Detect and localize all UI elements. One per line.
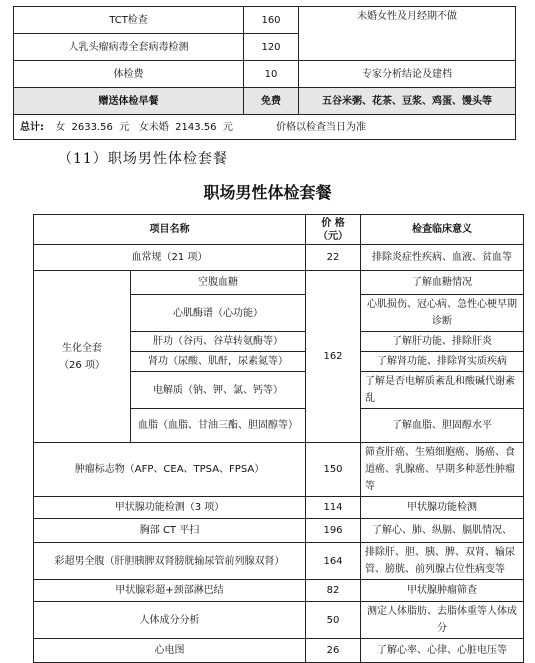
header-meaning: 检查临床意义 bbox=[361, 215, 524, 245]
item-meaning: 甲状腺肿瘤筛查 bbox=[361, 580, 524, 602]
item-name: 电解质（钠、钾、氯、钙等） bbox=[131, 372, 306, 409]
section-heading: （11）职场男性体检套餐 bbox=[58, 151, 228, 167]
total-cell bbox=[14, 115, 516, 140]
item-meaning: 了解血脂、胆固醇水平 bbox=[361, 409, 524, 443]
item-name: 血脂（血脂、甘油三酯、胆固醇等） bbox=[131, 409, 306, 443]
total-row bbox=[14, 115, 516, 140]
item-name: 人乳头瘤病毒全套病毒检测 bbox=[14, 34, 244, 61]
item-price: 免费 bbox=[244, 88, 299, 115]
item-price: 26 bbox=[306, 639, 361, 663]
total-note: 价格以检查当日为准 bbox=[276, 121, 367, 133]
table-row bbox=[14, 7, 516, 34]
table-row bbox=[14, 88, 516, 115]
biochem-group-label: 生化全套 （26 项） bbox=[34, 271, 131, 443]
table-row bbox=[34, 271, 524, 295]
biochem-price: 162 bbox=[306, 271, 361, 443]
item-name: 心电图 bbox=[34, 639, 306, 663]
table-row bbox=[34, 497, 524, 519]
previous-package-table bbox=[13, 6, 516, 140]
item-name: TCT检查 bbox=[14, 7, 244, 34]
item-name: 肿瘤标志物（AFP、CEA、TPSA、FPSA） bbox=[34, 443, 306, 497]
item-price: 160 bbox=[244, 7, 299, 34]
total-value: 女 2633.56 元 女未婚 2143.56 元 bbox=[55, 121, 233, 133]
item-name: 体检费 bbox=[14, 61, 244, 88]
item-meaning: 排除炎症性疾病、血液、贫血等 bbox=[361, 245, 524, 271]
item-meaning: 了解肝功能、排除肝炎 bbox=[361, 332, 524, 352]
item-name: 肾功（尿酸、肌酐，尿素氮等） bbox=[131, 352, 306, 372]
header-name: 项目名称 bbox=[34, 215, 306, 245]
item-meaning: 甲状腺功能检测 bbox=[361, 497, 524, 519]
table-title: 职场男性体检套餐 bbox=[203, 183, 332, 202]
item-price: 82 bbox=[306, 580, 361, 602]
item-note: 五谷米粥、花茶、豆浆、鸡蛋、馒头等 bbox=[299, 88, 516, 115]
table-row bbox=[34, 443, 524, 497]
item-price: 114 bbox=[306, 497, 361, 519]
item-price: 22 bbox=[306, 245, 361, 271]
item-name: 心肌酶谱（心功能） bbox=[131, 295, 306, 332]
item-meaning: 了解是否电解质紊乱和酸碱代谢紊乱 bbox=[361, 372, 524, 409]
table-row bbox=[34, 639, 524, 663]
item-name: 空腹血糖 bbox=[131, 271, 306, 295]
item-price: 196 bbox=[306, 519, 361, 543]
item-meaning: 排除肝、胆、胰、脾、双肾、输尿管、膀胱、前列腺占位性病变等 bbox=[361, 543, 524, 580]
item-meaning: 筛查肝癌、生殖细胞癌、肠癌、食道癌、乳腺癌、早期多种恶性肿瘤等 bbox=[361, 443, 524, 497]
item-meaning: 了解心、肺、纵膈、膈肌情况、 bbox=[361, 519, 524, 543]
item-name: 血常规（21 项） bbox=[34, 245, 306, 271]
table-row bbox=[34, 543, 524, 580]
item-name: 肝功（谷丙、谷草转氨酶等） bbox=[131, 332, 306, 352]
item-name: 彩超男全腹（肝胆胰脾双肾膀胱输尿管前列腺双肾） bbox=[34, 543, 306, 580]
item-name: 赠送体检早餐 bbox=[14, 88, 244, 115]
item-meaning: 测定人体脂肪、去脂体重等人体成分 bbox=[361, 602, 524, 639]
header-row bbox=[34, 215, 524, 245]
item-name: 胸部 CT 平扫 bbox=[34, 519, 306, 543]
item-meaning: 了解心率、心律、心脏电压等 bbox=[361, 639, 524, 663]
item-name: 甲状腺彩超+颈部淋巴结 bbox=[34, 580, 306, 602]
header-price: 价 格 （元） bbox=[306, 215, 361, 245]
table-row bbox=[34, 519, 524, 543]
item-price: 120 bbox=[244, 34, 299, 61]
item-name: 甲状腺功能检测（3 项） bbox=[34, 497, 306, 519]
item-meaning: 了解肾功能、排除肾实质疾病 bbox=[361, 352, 524, 372]
item-price: 50 bbox=[306, 602, 361, 639]
item-price: 150 bbox=[306, 443, 361, 497]
item-name: 人体成分分析 bbox=[34, 602, 306, 639]
item-price: 10 bbox=[244, 61, 299, 88]
table-row bbox=[34, 245, 524, 271]
table-row bbox=[34, 580, 524, 602]
item-note: 未婚女性及月经期不做 bbox=[299, 7, 516, 61]
item-meaning: 了解血糖情况 bbox=[361, 271, 524, 295]
item-note: 专家分析结论及建档 bbox=[299, 61, 516, 88]
table-row bbox=[14, 61, 516, 88]
package-table bbox=[33, 214, 524, 663]
item-meaning: 心肌损伤、冠心病、急性心梗早期诊断 bbox=[361, 295, 524, 332]
table-row bbox=[34, 602, 524, 639]
item-price: 164 bbox=[306, 543, 361, 580]
total-label: 总计: bbox=[20, 121, 44, 133]
